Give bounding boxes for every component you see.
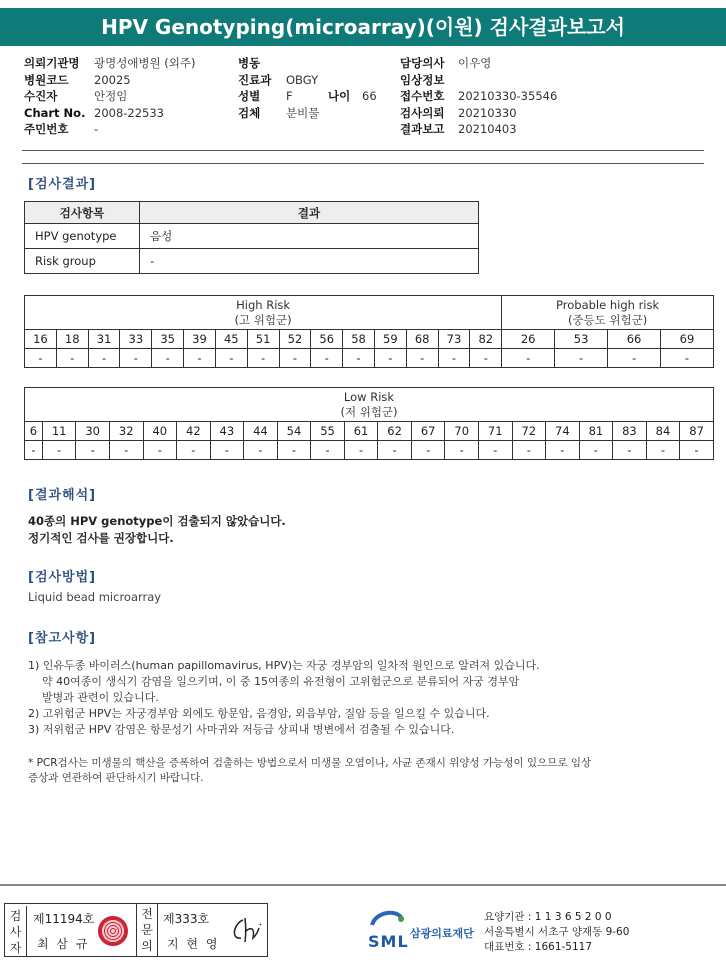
result-table xyxy=(24,201,479,274)
value-hospital-code: 20025 xyxy=(94,72,131,87)
genotype-cell: 40 xyxy=(143,422,177,441)
genotype-cell: 35 xyxy=(152,330,184,349)
label-specimen: 검체 xyxy=(238,105,261,120)
genotype-cell: - xyxy=(120,349,152,368)
patient-info-col2 xyxy=(238,55,377,121)
genotype-cell: 81 xyxy=(579,422,613,441)
genotype-cell: 33 xyxy=(120,330,152,349)
low-risk-title: Low Risk xyxy=(343,389,395,404)
genotype-cell: 56 xyxy=(311,330,343,349)
genotype-cell: - xyxy=(277,441,311,460)
risk-header-row xyxy=(25,388,714,422)
value-chart-no: 2008-22533 xyxy=(94,105,164,120)
note-item: 1) 인유두종 바이러스(human papillomavirus, HPV)는 자궁 경부암의 일차적 원인으로 알려져 있습니다. xyxy=(28,659,540,672)
label-ward: 병동 xyxy=(238,56,261,70)
probable-risk-title: Probable high risk xyxy=(556,297,660,312)
label-sex: 성별 xyxy=(238,89,261,103)
genotype-row xyxy=(25,330,714,349)
label-resident-no: 주민번호 xyxy=(24,122,69,136)
value-age: 66 xyxy=(362,89,377,103)
genotype-cell: 70 xyxy=(445,422,479,441)
label-receipt-no: 접수번호 xyxy=(400,89,445,103)
vertical-label-text: 전문의 xyxy=(141,907,153,953)
genotype-cell: - xyxy=(579,441,613,460)
genotype-cell: - xyxy=(76,441,110,460)
label-hospital-code: 병원코드 xyxy=(24,72,69,87)
disclaimer-line: 증상과 연관하여 판단하시기 바랍니다. xyxy=(28,772,204,784)
signature-icon xyxy=(229,914,265,946)
genotype-cell: 11 xyxy=(42,422,76,441)
genotype-cell: - xyxy=(438,349,470,368)
genotype-cell: 32 xyxy=(109,422,143,441)
table-row xyxy=(25,224,479,249)
genotype-cell: 69 xyxy=(661,330,714,349)
genotype-cell: - xyxy=(411,441,445,460)
genotype-cell: 71 xyxy=(478,422,512,441)
divider xyxy=(22,150,704,151)
genotype-cell: 54 xyxy=(277,422,311,441)
genotype-cell: 83 xyxy=(613,422,647,441)
genotype-cell: 44 xyxy=(244,422,278,441)
genotype-row xyxy=(25,422,714,441)
genotype-cell: - xyxy=(478,441,512,460)
label-department: 진료과 xyxy=(238,72,272,87)
genotype-cell: 72 xyxy=(512,422,546,441)
genotype-cell: 53 xyxy=(555,330,608,349)
value-patient: 안정임 xyxy=(94,89,128,103)
label-clinical-info: 임상정보 xyxy=(400,72,445,87)
inspector-label xyxy=(5,906,27,956)
note-item: 3) 저위험군 HPV 감염은 항문성기 사마귀와 저등급 상피내 병변에서 검출될 수 있습니다. xyxy=(28,723,455,736)
table-cell: 음성 xyxy=(140,224,479,249)
genotype-cell: - xyxy=(184,349,216,368)
specialist-number: 제333호 xyxy=(163,912,210,926)
genotype-cell: - xyxy=(661,349,714,368)
note-item: 2) 고위험군 HPV는 자궁경부암 외에도 항문암, 음경암, 외음부암, 질암 등을 일으킬 수 있습니다. xyxy=(28,707,490,720)
probable-risk-header xyxy=(502,296,714,330)
high-risk-table xyxy=(24,295,714,368)
genotype-cell: 16 xyxy=(25,330,57,349)
low-risk-table xyxy=(24,387,714,460)
label-request-date: 검사의뢰 xyxy=(400,105,445,120)
org-phone: 대표번호 : 1661-5117 xyxy=(484,941,593,953)
genotype-cell: 45 xyxy=(215,330,247,349)
genotype-cell: - xyxy=(470,349,502,368)
genotype-cell: 43 xyxy=(210,422,244,441)
risk-header-row xyxy=(25,296,714,330)
section-result-title: [검사결과] xyxy=(28,177,97,192)
patient-info-col1 xyxy=(24,55,196,138)
genotype-cell: 30 xyxy=(76,422,110,441)
genotype-cell: 84 xyxy=(646,422,680,441)
section-method-title: [검사방법] xyxy=(28,570,97,585)
genotype-cell: 87 xyxy=(680,422,714,441)
table-header-row xyxy=(25,202,479,224)
value-institution: 광명성애병원 (외주) xyxy=(94,56,196,70)
genotype-cell: - xyxy=(210,441,244,460)
label-chart-no: Chart No. xyxy=(24,105,86,120)
label-doctor: 담당의사 xyxy=(400,56,445,70)
org-name: 삼광의료재단 xyxy=(410,927,474,940)
value-doctor: 이우영 xyxy=(458,56,492,70)
genotype-cell: 58 xyxy=(343,330,375,349)
disclaimer-line: * PCR검사는 미생물의 핵산을 증폭하여 검출하는 방법으로서 미생물 오염이나, 사균 존재시 위양성 가능성이 있으므로 임상 xyxy=(28,757,592,769)
table-cell: - xyxy=(140,249,479,274)
section-interpretation-title: [결과해석] xyxy=(28,488,97,503)
genotype-cell: 68 xyxy=(406,330,438,349)
interpretation-line: 정기적인 검사를 권장합니다. xyxy=(28,531,174,545)
probable-risk-subtitle: (중등도 위험군) xyxy=(567,312,648,327)
notes-list xyxy=(28,658,540,738)
genotype-cell: - xyxy=(502,349,555,368)
value-request-date: 20210330 xyxy=(458,105,517,120)
inspector-name: 최 삼 규 xyxy=(37,937,90,951)
genotype-cell: - xyxy=(215,349,247,368)
inspector-number: 제11194호 xyxy=(33,912,95,926)
genotype-cell: - xyxy=(244,441,278,460)
genotype-cell: 66 xyxy=(608,330,661,349)
genotype-cell: 26 xyxy=(502,330,555,349)
genotype-cell: - xyxy=(177,441,211,460)
table-header: 검사항목 xyxy=(25,202,140,224)
note-item: 약 40여종이 생식기 감염을 일으키며, 이 중 15여종의 유전형이 고위험군으로 분류되어 자궁 경부암 xyxy=(42,675,520,688)
high-risk-subtitle: (고 위험군) xyxy=(234,312,292,327)
table-cell: HPV genotype xyxy=(25,224,140,249)
value-department: OBGY xyxy=(286,72,319,87)
table-cell: Risk group xyxy=(25,249,140,274)
value-report-date: 20210403 xyxy=(458,122,517,136)
genotype-cell: - xyxy=(374,349,406,368)
logo-swoosh-icon xyxy=(368,907,406,929)
interpretation-line: 40종의 HPV genotype이 검출되지 않았습니다. xyxy=(28,514,286,528)
genotype-cell: - xyxy=(247,349,279,368)
genotype-cell: - xyxy=(143,441,177,460)
vertical-label-text: 검사자 xyxy=(9,909,22,955)
logo-text: SML xyxy=(368,932,409,951)
genotype-cell: - xyxy=(311,441,345,460)
table-row xyxy=(25,249,479,274)
label-report-date: 결과보고 xyxy=(400,122,445,136)
genotype-cell: - xyxy=(311,349,343,368)
genotype-cell: 55 xyxy=(311,422,345,441)
institution-code: 요양기관 : 1 1 3 6 5 2 0 0 xyxy=(484,911,612,923)
patient-info-col3 xyxy=(400,55,557,138)
high-risk-title: High Risk xyxy=(236,297,291,312)
divider xyxy=(22,163,704,164)
genotype-cell: 42 xyxy=(177,422,211,441)
genotype-cell: - xyxy=(680,441,714,460)
table-header: 결과 xyxy=(140,202,479,224)
genotype-cell: 18 xyxy=(56,330,88,349)
genotype-cell: - xyxy=(512,441,546,460)
genotype-cell: - xyxy=(445,441,479,460)
genotype-cell: - xyxy=(608,349,661,368)
genotype-cell: 61 xyxy=(344,422,378,441)
pcr-disclaimer xyxy=(28,756,591,786)
genotype-cell: 82 xyxy=(470,330,502,349)
note-item: 발병과 관련이 있습니다. xyxy=(42,691,159,704)
org-contact xyxy=(484,910,629,955)
genotype-cell: - xyxy=(343,349,375,368)
genotype-cell: - xyxy=(42,441,76,460)
genotype-cell: 31 xyxy=(88,330,120,349)
genotype-cell: 74 xyxy=(546,422,580,441)
genotype-cell: 39 xyxy=(184,330,216,349)
specialist-label xyxy=(136,904,158,956)
genotype-cell: - xyxy=(88,349,120,368)
footer-divider xyxy=(0,884,726,886)
value-resident-no: - xyxy=(94,122,99,136)
value-sex: F xyxy=(286,89,293,103)
sml-logo xyxy=(368,907,409,951)
genotype-cell: - xyxy=(25,441,43,460)
genotype-cell: 62 xyxy=(378,422,412,441)
value-specimen: 분비물 xyxy=(286,105,320,120)
genotype-cell: - xyxy=(646,441,680,460)
section-notes-title: [참고사항] xyxy=(28,631,97,646)
signature-box xyxy=(4,903,268,957)
genotype-cell: - xyxy=(109,441,143,460)
genotype-cell: 52 xyxy=(279,330,311,349)
label-age: 나이 xyxy=(328,89,351,103)
report-title: HPV Genotyping(microarray)(이원) 검사결과보고서 xyxy=(0,8,726,46)
genotype-cell: 59 xyxy=(374,330,406,349)
genotype-cell: - xyxy=(613,441,647,460)
interpretation-text xyxy=(28,513,286,547)
genotype-cell: - xyxy=(152,349,184,368)
genotype-cell: - xyxy=(378,441,412,460)
genotype-cell: - xyxy=(56,349,88,368)
genotype-cell: - xyxy=(279,349,311,368)
genotype-cell: - xyxy=(406,349,438,368)
value-receipt-no: 20210330-35546 xyxy=(458,89,558,103)
genotype-cell: - xyxy=(546,441,580,460)
genotype-cell: 73 xyxy=(438,330,470,349)
genotype-cell: 6 xyxy=(25,422,43,441)
low-risk-header xyxy=(25,388,714,422)
genotype-result-row xyxy=(25,441,714,460)
high-risk-header xyxy=(25,296,502,330)
genotype-result-row xyxy=(25,349,714,368)
genotype-cell: 67 xyxy=(411,422,445,441)
low-risk-subtitle: (저 위험군) xyxy=(340,404,398,419)
org-address: 서울특별시 서초구 양재동 9-60 xyxy=(484,926,630,938)
method-text: Liquid bead microarray xyxy=(28,590,162,604)
specialist-name: 지 현 영 xyxy=(167,937,220,951)
seal-icon xyxy=(98,916,128,946)
genotype-cell: - xyxy=(344,441,378,460)
genotype-cell: - xyxy=(555,349,608,368)
label-patient: 수진자 xyxy=(24,89,58,103)
label-institution: 의뢰기관명 xyxy=(24,56,80,70)
genotype-cell: - xyxy=(25,349,57,368)
genotype-cell: 51 xyxy=(247,330,279,349)
